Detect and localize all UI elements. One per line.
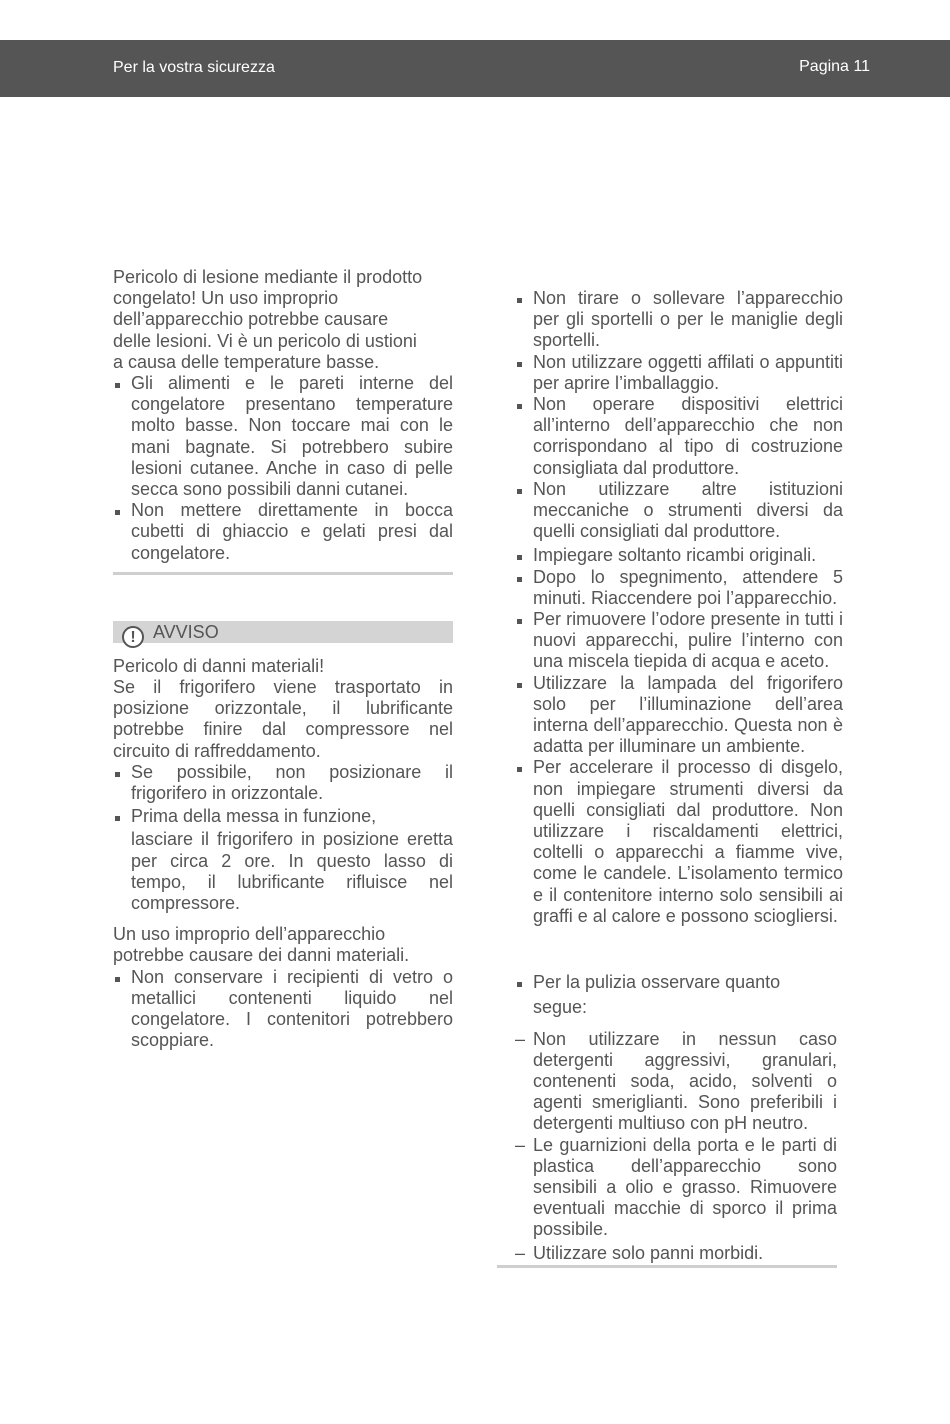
- list-item: Gli alimenti e le pareti interne del congelatore presentano temperature molto basse. Non toccare mai con le mani bagnate. Si potrebbero subire lesioni cutanee. Anche in caso di pelle secca sono possibili danni cutanei.: [113, 373, 453, 500]
- list-item: [113, 806, 453, 914]
- misuse-line: Un uso improprio dell’apparecchio: [113, 924, 386, 945]
- warning-bar: [113, 621, 453, 646]
- left-column: [113, 267, 453, 1052]
- section-divider: [113, 572, 453, 575]
- list-item: [515, 972, 843, 1018]
- warning-list: [113, 762, 453, 914]
- list-item: Utilizzare la lampada del frigorifero solo per l’illuminazione dell’area interna dell’apparecchio. Questa non è adatta per illuminare un ambiente.: [515, 673, 843, 758]
- list-item: Se possibile, non posizionare il frigorifero in orizzontale.: [113, 762, 453, 804]
- frozen-injury-list: [113, 373, 453, 564]
- section-divider: [497, 1265, 837, 1268]
- exclamation-circle-icon: !: [122, 626, 144, 648]
- list-item: Non utilizzare oggetti affilati o appuntiti per aprire l’imballaggio.: [515, 352, 843, 394]
- warning-text: Se il frigorifero viene trasportato in posizione orizzontale, il lubrificante potrebbe finire dal compressore nel circuito di raffreddamento.: [113, 677, 453, 761]
- page-header: [0, 40, 950, 97]
- cleaning-sublist: [515, 1029, 837, 1264]
- usage-list: [515, 545, 843, 927]
- handling-list: [515, 288, 843, 542]
- list-item: – Non utilizzare in nessun caso detergenti aggressivi, granulari, contenenti soda, acido, solventi o agenti smeriglianti. Sono preferibili i detergenti multiuso con pH neutro.: [515, 1029, 837, 1135]
- header-page-number: Pagina 11: [799, 58, 870, 75]
- intro-line: congelato! Un uso improprio: [113, 288, 339, 309]
- list-item-continuation: lasciare il frigorifero in posizione eretta per circa 2 ore. In questo lasso di tempo, il lubrificante rifluisce nel compressore.: [131, 829, 453, 914]
- list-item: Non mettere direttamente in bocca cubetti di ghiaccio e gelati presi dal congelatore.: [113, 500, 453, 564]
- list-item: Per rimuovere l’odore presente in tutti i nuovi apparecchi, pulire l’interno con una miscela tiepida di acqua e aceto.: [515, 609, 843, 673]
- intro-line: Pericolo di lesione mediante il prodotto: [113, 267, 423, 287]
- list-item: – Le guarnizioni della porta e le parti di plastica dell’apparecchio sono sensibili a olio e grasso. Rimuovere eventuali macchie di sporco il prima possibile.: [515, 1135, 837, 1241]
- misuse-intro: [113, 924, 453, 966]
- list-item: – Utilizzare solo panni morbidi.: [515, 1243, 837, 1264]
- list-item: Non conservare i recipienti di vetro o metallici contenenti liquido nel congelatore. I contenitori potrebbero scoppiare.: [113, 967, 453, 1052]
- list-item: Non operare dispositivi elettrici all’interno dell’apparecchio che non corrispondano al tipo di costruzione consigliata dal produttore.: [515, 394, 843, 479]
- list-item: Non tirare o sollevare l’apparecchio per gli sportelli o per le maniglie degli sportelli.: [515, 288, 843, 352]
- cleaning-line: segue:: [533, 997, 588, 1018]
- frozen-injury-intro: [113, 267, 453, 373]
- list-item: Dopo lo spegnimento, attendere 5 minuti. Riaccendere poi l’apparecchio.: [515, 567, 843, 609]
- misuse-line: potrebbe causare dei danni materiali.: [113, 945, 410, 966]
- warning-title: Pericolo di danni materiali!: [113, 655, 325, 676]
- intro-line: a causa delle temperature basse.: [113, 351, 380, 372]
- list-item-first-line: Prima della messa in funzione,: [131, 806, 377, 827]
- misuse-list: [113, 967, 453, 1052]
- header-section-title: Per la vostra sicurezza: [113, 59, 275, 76]
- list-item: Non utilizzare altre istituzioni meccaniche o strumenti diversi da quelli consigliati dal produttore.: [515, 479, 843, 543]
- cleaning-list: [515, 972, 843, 1018]
- cleaning-line: Per la pulizia osservare quanto: [533, 972, 781, 993]
- list-item: Impiegare soltanto ricambi originali.: [515, 545, 843, 566]
- warning-label: AVVISO: [153, 621, 219, 642]
- list-item: Per accelerare il processo di disgelo, non impiegare strumenti diversi da quelli consigliati dal produttore. Non utilizzare i riscaldamenti elettrici, coltelli o apparecchi a fiamme vive, come le candele. L’isolamento termico e il contenitore interno solo sensibili ai graffi e al calore e possono sciogliersi.: [515, 757, 843, 927]
- intro-line: delle lesioni. Vi è un pericolo di ustioni: [113, 330, 417, 351]
- right-column: [515, 288, 843, 1268]
- intro-line: dell’apparecchio potrebbe causare: [113, 309, 389, 330]
